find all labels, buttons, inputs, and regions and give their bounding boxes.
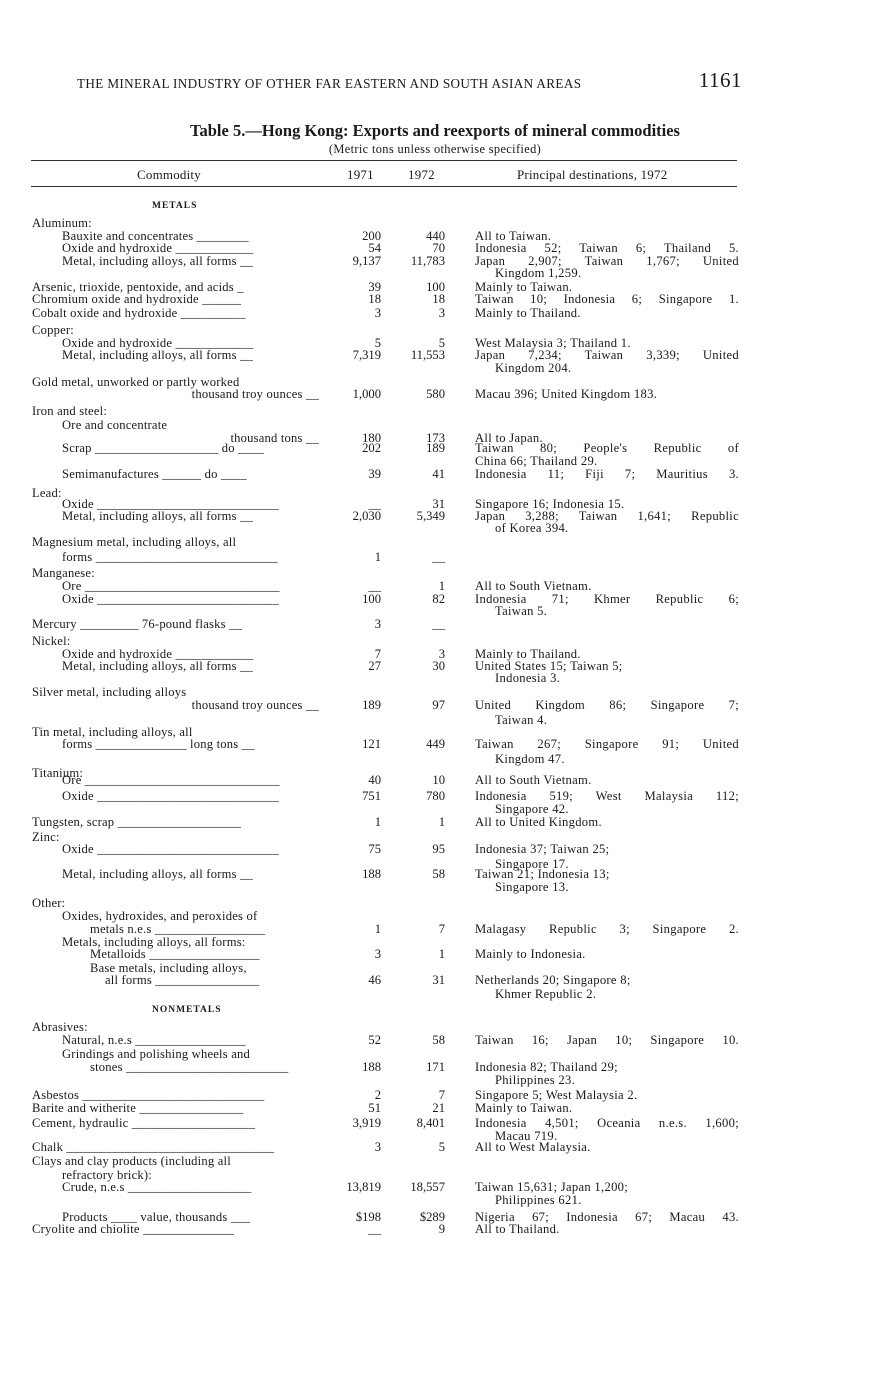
- commodity-label: Manganese:: [32, 566, 95, 580]
- destinations: Mainly to Thailand.: [475, 306, 581, 320]
- commodity-label: forms ____________________________: [62, 550, 278, 564]
- column-header-1971: 1971: [347, 167, 374, 182]
- running-title: THE MINERAL INDUSTRY OF OTHER FAR EASTERN AND SOUTH ASIAN AREAS: [77, 76, 582, 91]
- table-row: [0, 685, 870, 699]
- table-row: [0, 306, 870, 320]
- commodity-label: Oxides, hydroxides, and peroxides of: [62, 909, 258, 923]
- destinations: Macau 396; United Kingdom 183.: [475, 387, 658, 401]
- destinations: Indonesia 519; West Malaysia 112;: [475, 789, 739, 803]
- value-1972: 31: [432, 497, 445, 511]
- value-1971: 9,137: [352, 254, 381, 268]
- commodity-label: Iron and steel:: [32, 404, 108, 418]
- table-row: [0, 441, 870, 455]
- destinations: All to West Malaysia.: [475, 1140, 591, 1154]
- commodity-label: all forms ________________: [105, 973, 260, 987]
- table-row: [0, 535, 870, 549]
- column-header-commodity: Commodity: [137, 167, 201, 182]
- value-1972: 9: [438, 1222, 445, 1236]
- destinations: Indonesia 37; Taiwan 25;: [475, 842, 610, 856]
- commodity-label: Oxide and hydroxide ____________: [62, 241, 254, 255]
- value-1971: 18: [368, 292, 381, 306]
- destinations: United Kingdom 86; Singapore 7;: [475, 698, 739, 712]
- value-1971: 2: [374, 1088, 381, 1102]
- commodity-label: Metals, including alloys, all forms:: [62, 935, 246, 949]
- commodity-label: Gold metal, unworked or partly worked: [32, 375, 240, 389]
- table-row: [0, 752, 870, 766]
- value-1972: 21: [432, 1101, 445, 1115]
- table-row: [0, 454, 870, 468]
- value-1972: 11,553: [410, 348, 445, 362]
- destinations: Kingdom 204.: [495, 361, 572, 375]
- destinations: Taiwan 10; Indonesia 6; Singapore 1.: [475, 292, 739, 306]
- value-1971: 1: [374, 922, 381, 936]
- value-1971: 188: [362, 867, 381, 881]
- value-1971: $198: [355, 1210, 381, 1224]
- value-1972: 7: [438, 922, 445, 936]
- page-number: 1161: [698, 68, 742, 92]
- value-1972: __: [432, 617, 445, 631]
- table-row: [0, 842, 870, 856]
- commodity-label: Semimanufactures ______ do ____: [62, 467, 247, 481]
- destinations: Singapore 42.: [495, 802, 569, 816]
- table-row: [0, 987, 870, 1001]
- value-1971: 180: [362, 431, 381, 445]
- value-1971: 27: [368, 659, 381, 673]
- value-1971: 751: [362, 789, 381, 803]
- value-1972: 7: [438, 1088, 445, 1102]
- commodity-label: metals n.e.s _________________: [90, 922, 266, 936]
- commodity-label: Cobalt oxide and hydroxide __________: [32, 306, 246, 320]
- value-1971: 46: [368, 973, 381, 987]
- commodity-label: Metal, including alloys, all forms __: [62, 254, 254, 268]
- commodity-label: Cement, hydraulic ___________________: [32, 1116, 256, 1130]
- value-1971: 202: [362, 441, 381, 455]
- table-row: [0, 1047, 870, 1061]
- commodity-label: thousand troy ounces __: [191, 698, 319, 712]
- destinations: All to South Vietnam.: [475, 773, 592, 787]
- commodity-label: Oxide ____________________________: [62, 592, 280, 606]
- destinations: Taiwan 15,631; Japan 1,200;: [475, 1180, 629, 1194]
- table-row: [0, 292, 870, 306]
- table-row: [0, 671, 870, 685]
- table-row: [0, 617, 870, 631]
- value-1972: 3: [438, 647, 445, 661]
- value-1971: 7,319: [352, 348, 381, 362]
- table-row: [0, 947, 870, 961]
- commodity-label: thousand troy ounces __: [191, 387, 319, 401]
- value-1972: 58: [432, 1033, 445, 1047]
- destinations: Taiwan 16; Japan 10; Singapore 10.: [475, 1033, 739, 1047]
- value-1972: 580: [426, 387, 445, 401]
- destinations: Netherlands 20; Singapore 8;: [475, 973, 631, 987]
- value-1972: 1: [438, 947, 445, 961]
- value-1972: __: [432, 550, 445, 564]
- value-1971: 1: [374, 815, 381, 829]
- destinations: Taiwan 267; Singapore 91; United: [475, 737, 739, 751]
- value-1971: 3: [374, 1140, 381, 1154]
- table-row: [0, 404, 870, 418]
- commodity-label: Metal, including alloys, all forms __: [62, 509, 254, 523]
- destinations: Singapore 16; Indonesia 15.: [475, 497, 625, 511]
- commodity-label: Oxide ____________________________: [62, 789, 280, 803]
- destinations: All to Taiwan.: [475, 229, 552, 243]
- value-1972: 58: [432, 867, 445, 881]
- destinations: All to Japan.: [475, 431, 543, 445]
- table-row: [0, 1101, 870, 1115]
- table-row: [0, 634, 870, 648]
- destinations: Indonesia 3.: [495, 671, 561, 685]
- destinations: Indonesia 4,501; Oceania n.e.s. 1,600;: [475, 1116, 739, 1130]
- value-1971: __: [368, 497, 381, 511]
- table-row: [0, 1193, 870, 1207]
- section-heading: METALS: [152, 201, 198, 211]
- commodity-label: Arsenic, trioxide, pentoxide, and acids _: [32, 280, 244, 294]
- commodity-label: Metal, including alloys, all forms __: [62, 867, 254, 881]
- destinations: Malagasy Republic 3; Singapore 2.: [475, 922, 739, 936]
- commodity-label: Mercury _________ 76-pound flasks __: [32, 617, 243, 631]
- commodity-label: Magnesium metal, including alloys, all: [32, 535, 237, 549]
- destinations: Kingdom 1,259.: [495, 266, 582, 280]
- commodity-label: Oxide and hydroxide ____________: [62, 336, 254, 350]
- table-row: [0, 604, 870, 618]
- commodity-label: Other:: [32, 896, 66, 910]
- table-row: [0, 361, 870, 375]
- value-1971: 189: [362, 698, 381, 712]
- table-row: [0, 789, 870, 803]
- value-1972: 70: [432, 241, 445, 255]
- value-1972: 100: [426, 280, 445, 294]
- destinations: Indonesia 82; Thailand 29;: [475, 1060, 618, 1074]
- table-row: [0, 815, 870, 829]
- value-1972: 189: [426, 441, 445, 455]
- commodity-label: Products ____ value, thousands ___: [62, 1210, 251, 1224]
- commodity-label: Oxide and hydroxide ____________: [62, 647, 254, 661]
- commodity-label: Oxide ____________________________: [62, 842, 280, 856]
- destinations: All to Thailand.: [475, 1222, 560, 1236]
- value-1972: 41: [432, 467, 445, 481]
- destinations: West Malaysia 3; Thailand 1.: [475, 336, 631, 350]
- table-row: [0, 1020, 870, 1034]
- table-subtitle: (Metric tons unless otherwise specified): [328, 142, 542, 156]
- destinations: Kingdom 47.: [495, 752, 565, 766]
- commodity-label: Ore ______________________________: [62, 579, 280, 593]
- value-1972: $289: [419, 1210, 445, 1224]
- table-row: [0, 216, 870, 230]
- commodity-label: Oxide ____________________________: [62, 497, 280, 511]
- value-1971: 188: [362, 1060, 381, 1074]
- value-1972: 1: [438, 579, 445, 593]
- commodity-label: thousand tons __: [230, 431, 319, 445]
- destinations: Khmer Republic 2.: [495, 987, 597, 1001]
- commodity-label: Tin metal, including alloys, all: [32, 725, 193, 739]
- table-row: [0, 1060, 870, 1074]
- value-1971: 3: [374, 947, 381, 961]
- value-1972: 18,557: [410, 1180, 445, 1194]
- value-1971: 3: [374, 617, 381, 631]
- table-row: [0, 880, 870, 894]
- value-1972: 95: [432, 842, 445, 856]
- value-1972: 10: [432, 773, 445, 787]
- value-1972: 3: [438, 306, 445, 320]
- table-row: [0, 867, 870, 881]
- destinations: Indonesia 52; Taiwan 6; Thailand 5.: [475, 241, 739, 255]
- table-row: [0, 1140, 870, 1154]
- commodity-label: Zinc:: [32, 830, 60, 844]
- destinations: All to United Kingdom.: [475, 815, 602, 829]
- destinations: Indonesia 71; Khmer Republic 6;: [475, 592, 739, 606]
- value-1972: 31: [432, 973, 445, 987]
- commodity-label: stones _________________________: [90, 1060, 289, 1074]
- destinations: Taiwan 5.: [495, 604, 548, 618]
- value-1971: 3: [374, 306, 381, 320]
- column-header-1972: 1972: [408, 167, 435, 182]
- value-1971: 1,000: [352, 387, 381, 401]
- commodity-label: Lead:: [32, 486, 62, 500]
- destinations: Philippines 621.: [495, 1193, 582, 1207]
- value-1972: 1: [438, 815, 445, 829]
- value-1971: __: [368, 579, 381, 593]
- commodity-label: Chalk ________________________________: [32, 1140, 275, 1154]
- destinations: Indonesia 11; Fiji 7; Mauritius 3.: [475, 467, 739, 481]
- value-1972: 30: [432, 659, 445, 673]
- commodity-label: Abrasives:: [32, 1020, 88, 1034]
- value-1971: 100: [362, 592, 381, 606]
- table-row: [0, 737, 870, 751]
- value-1971: 13,819: [346, 1180, 381, 1194]
- value-1971: 75: [368, 842, 381, 856]
- table-row: [0, 266, 870, 280]
- commodity-label: Tungsten, scrap ___________________: [32, 815, 242, 829]
- value-1972: 5: [438, 1140, 445, 1154]
- destinations: China 66; Thailand 29.: [475, 454, 598, 468]
- table-row: [0, 566, 870, 580]
- commodity-label: Grindings and polishing wheels and: [62, 1047, 250, 1061]
- table-row: [0, 387, 870, 401]
- commodity-label: Copper:: [32, 323, 74, 337]
- table-row: [0, 348, 870, 362]
- commodity-label: Base metals, including alloys,: [90, 961, 247, 975]
- value-1972: 173: [426, 431, 445, 445]
- table-row: [0, 802, 870, 816]
- commodity-label: Clays and clay products (including all: [32, 1154, 231, 1168]
- commodity-label: Asbestos ____________________________: [32, 1088, 265, 1102]
- table-row: [0, 896, 870, 910]
- commodity-label: Ore ______________________________: [62, 773, 280, 787]
- table-row: [0, 773, 870, 787]
- table-row: [0, 550, 870, 564]
- destinations: Mainly to Taiwan.: [475, 1101, 573, 1115]
- destinations: Taiwan 4.: [495, 713, 548, 727]
- value-1971: 1: [374, 550, 381, 564]
- value-1971: 3,919: [352, 1116, 381, 1130]
- table-row: [0, 1154, 870, 1168]
- value-1972: 97: [432, 698, 445, 712]
- destinations: United States 15; Taiwan 5;: [475, 659, 623, 673]
- destinations: Japan 2,907; Taiwan 1,767; United: [475, 254, 739, 268]
- commodity-label: refractory brick):: [62, 1168, 152, 1182]
- table-row: [0, 521, 870, 535]
- commodity-label: Silver metal, including alloys: [32, 685, 187, 699]
- value-1971: 51: [368, 1101, 381, 1115]
- destinations: All to South Vietnam.: [475, 579, 592, 593]
- value-1971: 52: [368, 1033, 381, 1047]
- table-row: [0, 909, 870, 923]
- table-row: [0, 418, 870, 432]
- commodity-label: forms ______________ long tons __: [62, 737, 255, 751]
- commodity-label: Nickel:: [32, 634, 71, 648]
- destinations: Mainly to Thailand.: [475, 647, 581, 661]
- value-1971: 54: [368, 241, 381, 255]
- destinations: Philippines 23.: [495, 1073, 576, 1087]
- table-row: [0, 922, 870, 936]
- commodity-label: Barite and witherite ________________: [32, 1101, 244, 1115]
- value-1972: 8,401: [416, 1116, 445, 1130]
- destinations: Macau 719.: [495, 1129, 558, 1143]
- value-1971: 39: [368, 467, 381, 481]
- commodity-label: Scrap ___________________ do ____: [62, 441, 265, 455]
- column-header-destinations: Principal destinations, 1972: [517, 167, 668, 182]
- commodity-label: Natural, n.e.s _________________: [62, 1033, 246, 1047]
- commodity-label: Cryolite and chiolite ______________: [32, 1222, 235, 1236]
- destinations: Japan 7,234; Taiwan 3,339; United: [475, 348, 739, 362]
- table-title: Table 5.—Hong Kong: Exports and reexports of mineral commodities: [190, 121, 680, 140]
- value-1972: 171: [426, 1060, 445, 1074]
- section-heading-row: [0, 1003, 870, 1017]
- value-1972: 440: [426, 229, 445, 243]
- destinations: Mainly to Taiwan.: [475, 280, 573, 294]
- value-1972: 82: [432, 592, 445, 606]
- destinations: Taiwan 21; Indonesia 13;: [475, 867, 610, 881]
- table-row: [0, 1088, 870, 1102]
- destinations: Singapore 5; West Malaysia 2.: [475, 1088, 638, 1102]
- table-row: [0, 973, 870, 987]
- value-1971: 39: [368, 280, 381, 294]
- value-1971: 200: [362, 229, 381, 243]
- table-row: [0, 1222, 870, 1236]
- value-1972: 5: [438, 336, 445, 350]
- commodity-label: Metal, including alloys, all forms __: [62, 348, 254, 362]
- table-row: [0, 323, 870, 337]
- value-1971: 2,030: [352, 509, 381, 523]
- commodity-label: Titanium:: [32, 766, 84, 780]
- value-1972: 5,349: [416, 509, 445, 523]
- destinations: Singapore 13.: [495, 880, 569, 894]
- table-row: [0, 579, 870, 593]
- commodity-label: Metalloids _________________: [90, 947, 260, 961]
- table-row: [0, 241, 870, 255]
- commodity-label: Aluminum:: [32, 216, 92, 230]
- table-row: [0, 698, 870, 712]
- table-row: [0, 1180, 870, 1194]
- value-1971: 7: [374, 647, 381, 661]
- destinations: Nigeria 67; Indonesia 67; Macau 43.: [475, 1210, 739, 1224]
- table-row: [0, 1116, 870, 1130]
- commodity-label: Crude, n.e.s ___________________: [62, 1180, 252, 1194]
- commodity-label: Ore and concentrate: [62, 418, 168, 432]
- destinations: Singapore 17.: [495, 857, 569, 871]
- value-1971: 121: [362, 737, 381, 751]
- section-heading: NONMETALS: [152, 1005, 222, 1015]
- table-row: [0, 467, 870, 481]
- table-row: [0, 1073, 870, 1087]
- section-heading-row: [0, 199, 870, 213]
- commodity-label: Chromium oxide and hydroxide ______: [32, 292, 242, 306]
- value-1972: 11,783: [410, 254, 445, 268]
- value-1972: 780: [426, 789, 445, 803]
- value-1971: __: [368, 1222, 381, 1236]
- value-1971: 5: [374, 336, 381, 350]
- commodity-label: Bauxite and concentrates ________: [62, 229, 249, 243]
- destinations: Mainly to Indonesia.: [475, 947, 586, 961]
- commodity-label: Metal, including alloys, all forms __: [62, 659, 254, 673]
- table-row: [0, 1033, 870, 1047]
- value-1972: 449: [426, 737, 445, 751]
- value-1971: 40: [368, 773, 381, 787]
- destinations: Japan 3,288; Taiwan 1,641; Republic: [475, 509, 739, 523]
- destinations: Taiwan 80; People's Republic of: [475, 441, 739, 455]
- destinations: of Korea 394.: [495, 521, 569, 535]
- value-1972: 18: [432, 292, 445, 306]
